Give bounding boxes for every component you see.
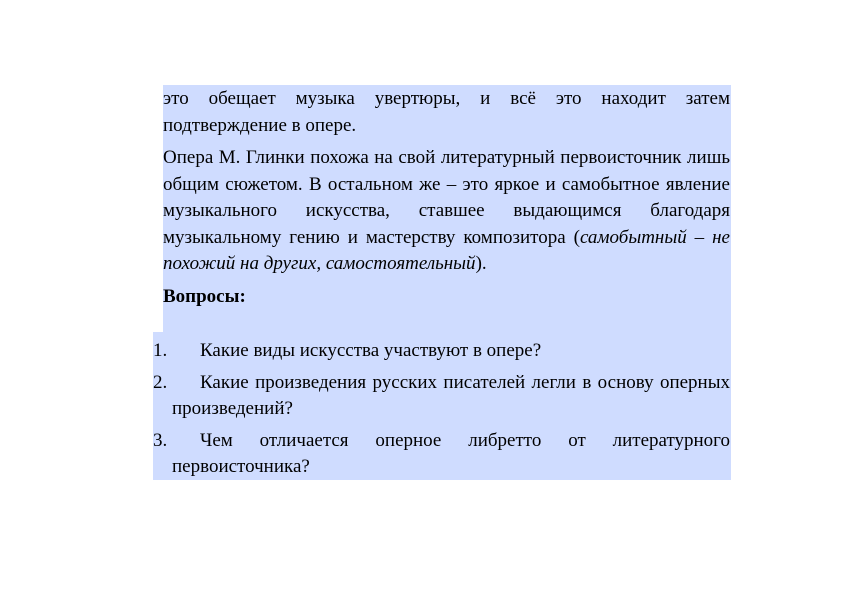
paragraph-opera-glinka — [163, 145, 730, 278]
document-body — [163, 86, 730, 310]
question-text: Чем отличается оперное либретто от литературного первоисточника? — [172, 429, 730, 477]
question-number: 2. — [153, 371, 168, 393]
question-item — [153, 370, 730, 423]
question-item — [153, 428, 730, 481]
questions-heading: Вопросы: — [163, 285, 246, 307]
paragraph-main-text: Опера М. Глинки похожа на свой литературный первоисточник лишь общим сюжетом. В остальном же – это яркое и самобытное явление музыкального искусства, ставшее выдающимся благодаря музыкальному гению и мастерству композитора ( — [163, 147, 730, 248]
question-number: 3. — [153, 429, 168, 451]
question-text: Какие произведения русских писателей легли в основу оперных произведений? — [172, 371, 730, 419]
question-text: Какие виды искусства участвуют в опере? — [200, 340, 542, 361]
question-item — [153, 338, 730, 365]
definition-italic: самобытный – не похожий на других, самостоятельный — [163, 226, 730, 274]
questions-list — [153, 338, 730, 481]
paragraph-overture: это обещает музыка увертюры, и всё это находит затем подтверждение в опере. — [163, 88, 730, 136]
paragraph-closing: ). — [475, 253, 487, 274]
question-number: 1. — [153, 340, 168, 361]
